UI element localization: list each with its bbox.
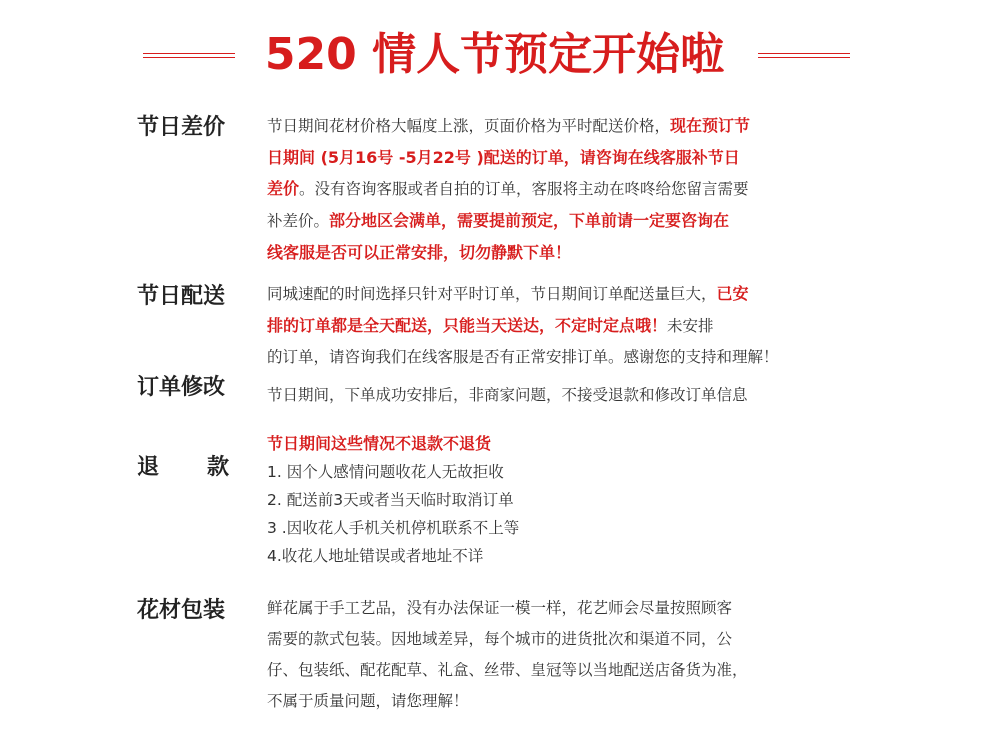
page-header xyxy=(0,22,989,88)
price-highlight-5: 线客服是否可以正常安排，切勿静默下单！ xyxy=(267,243,572,262)
packaging-text-4: 不属于质量问题，请您理解！ xyxy=(267,692,469,710)
section-label-order-modify: 订单修改 xyxy=(137,375,226,400)
refund-item: 1. 因个人感情问题收花人无故拒收 xyxy=(267,463,504,481)
delivery-text-1: 同城速配的时间选择只针对平时订单，节日期间订单配送量巨大， xyxy=(267,285,717,303)
packaging-text-3: 仔、包装纸、配花配草、礼盒、丝带、皇冠等以当地配送店备货为准， xyxy=(267,661,748,679)
price-text-1: 节日期间花材价格大幅度上涨，页面价格为平时配送价格， xyxy=(267,117,671,135)
refund-item: 2. 配送前3天或者当天临时取消订单 xyxy=(267,491,514,509)
refund-label-char-1: 退 xyxy=(137,455,160,480)
page-title: 520 情人节预定开始啦 xyxy=(264,29,725,80)
refund-heading: 节日期间这些情况不退款不退货 xyxy=(267,434,492,453)
delivery-text-2: 未安排 xyxy=(667,317,714,335)
section-label-holiday-delivery: 节日配送 xyxy=(137,284,226,309)
section-label-flower-packaging: 花材包装 xyxy=(137,598,226,623)
section-body-flower-packaging xyxy=(267,593,867,717)
price-highlight-4: 部分地区会满单，需要提前预定，下单前请一定要咨询在 xyxy=(329,211,730,230)
section-body-order-modify xyxy=(267,380,867,411)
price-highlight-3: 差价 xyxy=(267,179,300,198)
refund-label-char-2: 款 xyxy=(207,455,230,480)
price-highlight-1: 现在预订节 xyxy=(670,116,751,135)
price-highlight-2: 日期间 (5月16号 -5月22号 )配送的订单，请咨询在线客服补节日 xyxy=(267,148,740,167)
right-double-line-decoration xyxy=(758,53,850,59)
refund-item: 4.收花人地址错误或者地址不详 xyxy=(267,547,484,565)
modify-text-1: 节日期间，下单成功安排后，非商家问题，不接受退款和修改订单信息 xyxy=(267,386,748,404)
packaging-text-1: 鲜花属于手工艺品，没有办法保证一模一样，花艺师会尽量按照顾客 xyxy=(267,599,733,617)
section-body-holiday-delivery xyxy=(267,278,867,373)
delivery-highlight-1: 已安 xyxy=(716,284,749,303)
section-label-holiday-price: 节日差价 xyxy=(137,115,226,140)
section-body-holiday-price xyxy=(267,110,867,268)
delivery-highlight-2: 排的订单都是全天配送，只能当天送达，不定时定点哦！ xyxy=(267,316,668,335)
section-label-refund xyxy=(137,453,247,483)
price-text-3: 。没有咨询客服或者自拍的订单，客服将主动在咚咚给您留言需要 xyxy=(299,180,749,198)
section-body-refund xyxy=(267,430,867,570)
delivery-text-3: 的订单，请咨询我们在线客服是否有正常安排订单。感谢您的支持和理解！ xyxy=(267,348,779,366)
price-text-4: 补差价。 xyxy=(267,212,330,230)
refund-item: 3 .因收花人手机关机停机联系不上等 xyxy=(267,519,520,537)
packaging-text-2: 需要的款式包装。因地域差异，每个城市的进货批次和渠道不同，公 xyxy=(267,630,733,648)
